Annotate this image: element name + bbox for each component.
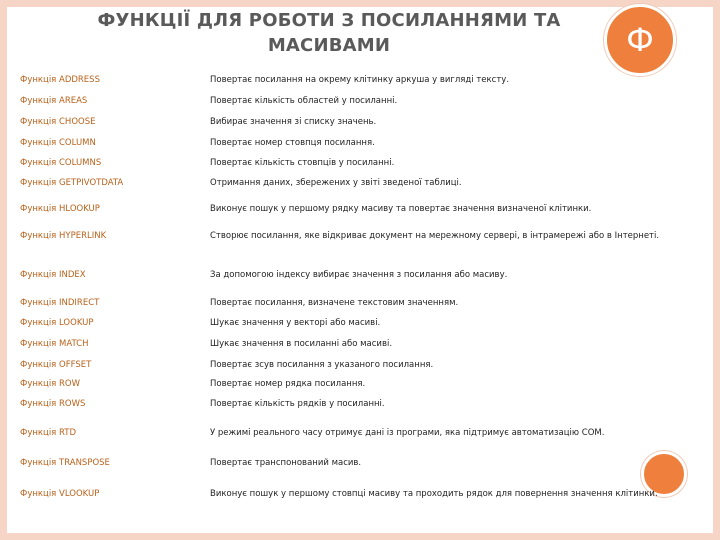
function-name: Функція HYPERLINK <box>20 231 107 241</box>
function-row <box>18 134 690 154</box>
function-row <box>18 266 690 294</box>
function-description: Повертає посилання на окрему клітинку аркуша у вигляді тексту. <box>210 75 510 85</box>
function-row <box>18 395 690 424</box>
function-name: Функція COLUMN <box>20 138 96 148</box>
function-name: Функція HLOOKUP <box>20 204 100 214</box>
function-description: У режимі реального часу отримує дані із програми, яка підтримує автоматизацію COM. <box>210 428 605 438</box>
function-name: Функція VLOOKUP <box>20 489 100 499</box>
letter-badge: Ф <box>604 4 676 76</box>
function-row <box>18 200 690 227</box>
function-name: Функція INDEX <box>20 270 86 280</box>
function-row <box>18 424 690 454</box>
function-description: Повертає кількість рядків у посиланні. <box>210 399 385 409</box>
function-row <box>18 227 690 266</box>
function-row <box>18 113 690 134</box>
function-description: Шукає значення у векторі або масиві. <box>210 318 381 328</box>
function-name: Функція LOOKUP <box>20 318 94 328</box>
function-row <box>18 335 690 356</box>
function-row <box>18 174 690 200</box>
function-description: Виконує пошук у першому стовпці масиву та проходить рядок для повернення значення клітинки. <box>210 489 658 499</box>
function-row <box>18 294 690 314</box>
functions-table-body <box>18 71 690 515</box>
function-name: Функція TRANSPOSE <box>20 458 110 468</box>
function-name: Функція OFFSET <box>20 360 92 370</box>
functions-table <box>18 71 690 515</box>
function-row <box>18 71 690 92</box>
slide-title: ФУНКЦІЇ ДЛЯ РОБОТИ З ПОСИЛАННЯМИ ТА МАСИВАМИ <box>97 10 561 56</box>
function-row <box>18 375 690 395</box>
function-description: Повертає номер рядка посилання. <box>210 379 366 389</box>
function-name: Функція COLUMNS <box>20 158 102 168</box>
function-row <box>18 454 690 485</box>
function-name: Функція RTD <box>20 428 77 438</box>
function-description: Створює посилання, яке відкриває документ на мережному сервері, в інтрамережі або в Інтернеті. <box>210 231 660 241</box>
function-row <box>18 92 690 113</box>
function-description: Повертає посилання, визначене текстовим значенням. <box>210 298 459 308</box>
function-description: Вибирає значення зі списку значень. <box>210 117 377 127</box>
function-description: За допомогою індексу вибирає значення з посилання або масиву. <box>210 270 508 280</box>
function-name: Функція ROW <box>20 379 81 389</box>
function-row <box>18 356 690 375</box>
function-row <box>18 314 690 335</box>
function-description: Виконує пошук у першому рядку масиву та повертає значення визначеної клітинки. <box>210 204 592 214</box>
function-description: Отримання даних, збережених у звіті зведеної таблиці. <box>210 178 462 188</box>
function-name: Функція GETPIVOTDATA <box>20 178 124 188</box>
function-name: Функція ADDRESS <box>20 75 100 85</box>
function-name: Функція MATCH <box>20 339 89 349</box>
function-description: Повертає кількість стовпців у посиланні. <box>210 158 395 168</box>
function-description: Повертає транспонований масив. <box>210 458 362 468</box>
function-description: Повертає зсув посилання з указаного посилання. <box>210 360 434 370</box>
function-description: Повертає номер стовпця посилання. <box>210 138 375 148</box>
function-description: Шукає значення в посиланні або масиві. <box>210 339 393 349</box>
function-name: Функція ROWS <box>20 399 86 409</box>
function-name: Функція AREAS <box>20 96 88 106</box>
function-row <box>18 485 690 515</box>
function-description: Повертає кількість областей у посиланні. <box>210 96 398 106</box>
function-row <box>18 154 690 174</box>
function-name: Функція INDIRECT <box>20 298 100 308</box>
function-name: Функція CHOOSE <box>20 117 96 127</box>
